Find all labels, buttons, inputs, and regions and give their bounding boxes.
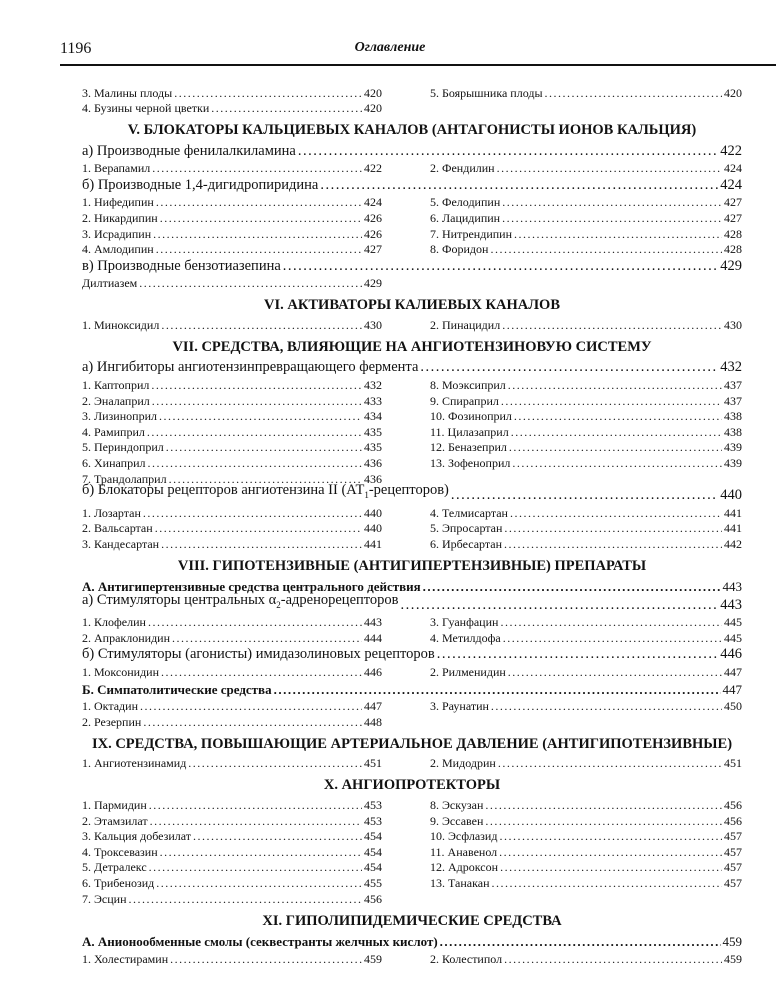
toc-row bbox=[82, 663, 742, 679]
toc-entry[interactable]: 7. Трандолаприл ..... 436 bbox=[82, 472, 382, 486]
toc-entry[interactable]: 5. Периндоприл ..... 435 bbox=[82, 440, 382, 454]
toc-entry[interactable]: 2. Резерпин ..... 448 bbox=[82, 715, 382, 729]
toc-entry[interactable]: 2. Пинацидил ..... 430 bbox=[430, 318, 742, 332]
toc-row bbox=[82, 859, 742, 875]
toc-entry[interactable]: 4. Бузины черной цветки ..... 420 bbox=[82, 101, 382, 115]
toc-entry[interactable]: 2. Эналаприл ..... 433 bbox=[82, 394, 382, 408]
toc-entry[interactable]: 1. Лозартан ..... 440 bbox=[82, 506, 382, 520]
toc-entry[interactable]: 4. Телмисартан ..... 441 bbox=[430, 506, 742, 520]
toc-row bbox=[82, 698, 742, 714]
toc-entry[interactable]: 4. Амлодипин ..... 427 bbox=[82, 242, 382, 256]
toc-entry[interactable]: 10. Фозиноприл ..... 438 bbox=[430, 409, 742, 423]
toc-entry[interactable]: 3. Гуанфацин ..... 445 bbox=[430, 615, 742, 629]
toc-entry[interactable]: 2. Фендилин ..... 424 bbox=[430, 161, 742, 175]
toc-entry[interactable]: 11. Анавенол ..... 457 bbox=[430, 845, 742, 859]
toc-row bbox=[82, 535, 742, 551]
toc-entry[interactable]: 2. Рилменидин ..... 447 bbox=[430, 665, 742, 679]
toc-row bbox=[82, 629, 742, 645]
toc-subsection[interactable]: а) Производные фенилалкиламина ..... 422 bbox=[82, 141, 742, 160]
toc-entry[interactable]: 2. Вальсартан ..... 440 bbox=[82, 521, 382, 535]
toc-entry[interactable]: 5. Боярышника плоды ..... 420 bbox=[430, 86, 742, 100]
toc-row bbox=[82, 392, 742, 408]
toc-entry[interactable]: 3. Исрадипин ..... 426 bbox=[82, 227, 382, 241]
running-head: Оглавление bbox=[354, 40, 426, 55]
toc-row bbox=[82, 843, 742, 859]
toc-subsection[interactable]: А. Антигипертензивные средства центрального действия ..... 443 bbox=[82, 577, 742, 596]
toc-row bbox=[82, 614, 742, 630]
section-heading[interactable]: VI. АКТИВАТОРЫ КАЛИЕВЫХ КАНАЛОВ bbox=[264, 297, 560, 314]
toc-entry[interactable]: 13. Зофеноприл ..... 439 bbox=[430, 456, 742, 470]
toc-row bbox=[82, 408, 742, 424]
toc-subsection[interactable]: б) Блокаторы рецепторов ангиотензина II $(АТ_1-рецепторов)$ ..... 440 bbox=[82, 486, 742, 505]
toc-entry[interactable]: Дилтиазем ..... 429 bbox=[82, 276, 382, 290]
page-number: 1196 bbox=[60, 40, 92, 57]
toc-subsection[interactable]: а) Стимуляторы центральных $\alpha_2$-адренорецепторов ..... 443 bbox=[82, 595, 742, 614]
page-header bbox=[0, 32, 780, 66]
section-heading[interactable]: VII. СРЕДСТВА, ВЛИЯЮЩИЕ НА АНГИОТЕНЗИНОВУЮ СИСТЕМУ bbox=[172, 338, 652, 355]
section-heading[interactable]: IX. СРЕДСТВА, ПОВЫШАЮЩИЕ АРТЕРИАЛЬНОЕ ДАВЛЕНИЕ (АНТИГИПОТЕНЗИВНЫЕ) bbox=[91, 735, 733, 752]
toc-entry[interactable]: 2. Этамзилат ..... 453 bbox=[82, 814, 382, 828]
toc-entry[interactable]: 2. Колестипол ..... 459 bbox=[430, 952, 742, 966]
toc-entry[interactable]: 1. Холестирамин ..... 459 bbox=[82, 952, 382, 966]
toc-subsection[interactable]: Б. Симпатолитические средства ..... 447 bbox=[82, 679, 742, 698]
toc-row bbox=[82, 439, 742, 455]
toc-entry[interactable]: 2. Апраклонидин ..... 444 bbox=[82, 631, 382, 645]
toc-entry[interactable]: 6. Хинаприл ..... 436 bbox=[82, 456, 382, 470]
toc-entry[interactable]: 1. Ангиотензинамид ..... 451 bbox=[82, 756, 382, 770]
toc-row bbox=[82, 84, 742, 100]
section-heading[interactable]: XI. ГИПОЛИПИДЕМИЧЕСКИЕ СРЕДСТВА bbox=[262, 912, 562, 929]
toc-entry[interactable]: 4. Троксевазин ..... 454 bbox=[82, 845, 382, 859]
toc-row bbox=[82, 423, 742, 439]
toc-row bbox=[82, 275, 742, 291]
toc-subsection[interactable]: в) Производные бензотиазепина ..... 429 bbox=[82, 256, 742, 275]
table-of-contents bbox=[82, 84, 742, 966]
toc-entry[interactable]: 2. Мидодрин ..... 451 bbox=[430, 756, 742, 770]
toc-row bbox=[82, 194, 742, 210]
toc-row bbox=[82, 316, 742, 332]
toc-entry[interactable]: 3. Лизиноприл ..... 434 bbox=[82, 409, 382, 423]
toc-entry[interactable]: 3. Кальция добезилат ..... 454 bbox=[82, 829, 382, 843]
toc-row bbox=[82, 100, 742, 116]
toc-entry[interactable]: 5. Детралекс ..... 454 bbox=[82, 860, 382, 874]
toc-row bbox=[82, 454, 742, 470]
toc-entry[interactable]: 1. Верапамил ..... 422 bbox=[82, 161, 382, 175]
toc-entry[interactable]: 11. Цилазаприл ..... 438 bbox=[430, 425, 742, 439]
toc-entry[interactable]: 1. Нифедипин ..... 424 bbox=[82, 195, 382, 209]
toc-row bbox=[82, 812, 742, 828]
toc-entry[interactable]: 1. Октадин ..... 447 bbox=[82, 699, 382, 713]
toc-entry[interactable]: 10. Эсфлазид ..... 457 bbox=[430, 829, 742, 843]
toc-entry[interactable]: 3. Кандесартан ..... 441 bbox=[82, 537, 382, 551]
toc-row bbox=[82, 376, 742, 392]
toc-entry[interactable]: 8. Форидон ..... 428 bbox=[430, 242, 742, 256]
toc-entry[interactable]: 8. Моэксиприл ..... 437 bbox=[430, 378, 742, 392]
toc-subsection[interactable]: а) Ингибиторы ангиотензинпревращающего фермента ..... 432 bbox=[82, 358, 742, 377]
toc-row bbox=[82, 520, 742, 536]
toc-entry[interactable]: 7. Нитрендипин ..... 428 bbox=[430, 227, 742, 241]
toc-row bbox=[82, 504, 742, 520]
toc-entry[interactable]: 5. Фелодипин ..... 427 bbox=[430, 195, 742, 209]
toc-row bbox=[82, 796, 742, 812]
toc-row bbox=[82, 874, 742, 890]
toc-row bbox=[82, 160, 742, 176]
toc-entry[interactable]: 3. Малины плоды ..... 420 bbox=[82, 86, 382, 100]
toc-entry[interactable]: 12. Адроксон ..... 457 bbox=[430, 860, 742, 874]
toc-entry[interactable]: 12. Беназеприл ..... 439 bbox=[430, 440, 742, 454]
toc-row bbox=[82, 828, 742, 844]
section-heading[interactable]: X. АНГИОПРОТЕКТОРЫ bbox=[323, 777, 501, 794]
toc-entry[interactable]: 1. Моксонидин ..... 446 bbox=[82, 665, 382, 679]
toc-entry[interactable]: 4. Рамиприл ..... 435 bbox=[82, 425, 382, 439]
toc-row bbox=[82, 209, 742, 225]
toc-row bbox=[82, 755, 742, 771]
toc-row bbox=[82, 225, 742, 241]
toc-subsection[interactable]: б) Производные 1,4-дигидропиридина ..... 424 bbox=[82, 175, 742, 194]
toc-entry[interactable]: 1. Пармидин ..... 453 bbox=[82, 798, 382, 812]
toc-entry[interactable]: 1. Клофелин ..... 443 bbox=[82, 615, 382, 629]
toc-entry[interactable]: 8. Эскузан ..... 456 bbox=[430, 798, 742, 812]
toc-entry[interactable]: 4. Метилдофа ..... 445 bbox=[430, 631, 742, 645]
toc-entry[interactable]: 3. Раунатин ..... 450 bbox=[430, 699, 742, 713]
toc-entry[interactable]: 13. Танакан ..... 457 bbox=[430, 876, 742, 890]
toc-entry[interactable]: 9. Эссавен ..... 456 bbox=[430, 814, 742, 828]
header-rule bbox=[60, 64, 776, 66]
toc-subsection[interactable]: А. Анионообменные смолы (секвестранты желчных кислот) ..... 459 bbox=[82, 932, 742, 951]
toc-entry[interactable]: 6. Лацидипин ..... 427 bbox=[430, 211, 742, 225]
toc-row bbox=[82, 241, 742, 257]
toc-row bbox=[82, 890, 742, 906]
toc-entry[interactable]: 1. Миноксидил ..... 430 bbox=[82, 318, 382, 332]
section-heading[interactable]: VIII. ГИПОТЕНЗИВНЫЕ (АНТИГИПЕРТЕНЗИВНЫЕ) ПРЕПАРАТЫ bbox=[177, 557, 647, 574]
toc-entry[interactable]: 5. Эпросартан ..... 441 bbox=[430, 521, 742, 535]
toc-entry[interactable]: 2. Никардипин ..... 426 bbox=[82, 211, 382, 225]
toc-entry[interactable]: 6. Трибенозид ..... 455 bbox=[82, 876, 382, 890]
toc-entry[interactable]: 9. Спираприл ..... 437 bbox=[430, 394, 742, 408]
toc-row bbox=[82, 713, 742, 729]
section-heading[interactable]: V. БЛОКАТОРЫ КАЛЬЦИЕВЫХ КАНАЛОВ (АНТАГОНИСТЫ ИОНОВ КАЛЬЦИЯ) bbox=[127, 122, 697, 139]
toc-entry[interactable]: 7. Эсцин ..... 456 bbox=[82, 892, 382, 906]
toc-entry[interactable]: 1. Каптоприл ..... 432 bbox=[82, 378, 382, 392]
toc-row bbox=[82, 950, 742, 966]
toc-subsection[interactable]: б) Стимуляторы (агонисты) имидазолиновых рецепторов ..... 446 bbox=[82, 645, 742, 664]
toc-entry[interactable]: 6. Ирбесартан ..... 442 bbox=[430, 537, 742, 551]
